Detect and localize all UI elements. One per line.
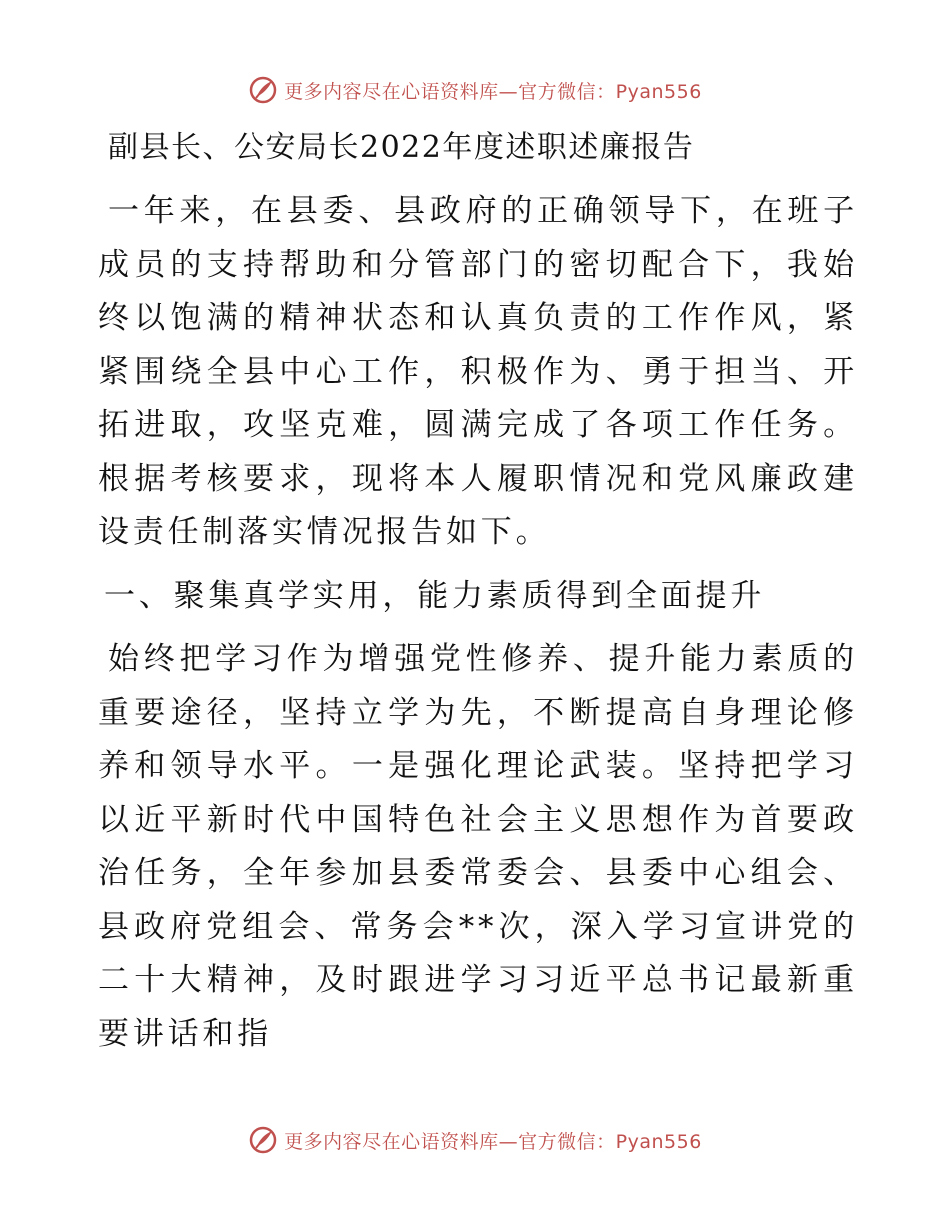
watermark-header <box>0 70 950 110</box>
quill-logo-icon <box>248 1125 278 1155</box>
document-body <box>98 124 858 1061</box>
quill-logo-icon <box>248 75 278 105</box>
intro-paragraph: 一年来，在县委、县政府的正确领导下，在班子成员的支持帮助和分管部门的密切配合下，我始终以饱满的精神状态和认真负责的工作作风，紧紧围绕全县中心工作，积极作为、勇于担当、开拓进取，攻坚克难，圆满完成了各项工作任务。根据考核要求，现将本人履职情况和党风廉政建设责任制落实情况报告如下。 <box>98 193 858 550</box>
section-paragraph: 始终把学习作为增强党性修养、提升能力素质的重要途径，坚持立学为先，不断提高自身理论修养和领导水平。一是强化理论武装。坚持把学习以近平新时代中国特色社会主义思想作为首要政治任务，全年参加县委常委会、县委中心组会、县政府党组会、常务会**次，深入学习宣讲党的二十大精神，及时跟进学习习近平总书记最新重要讲话和指 <box>98 641 858 1052</box>
watermark-text: 更多内容尽在心语资料库—官方微信：Pyan556 <box>284 80 702 103</box>
section-heading: 一、聚集真学实用，能力素质得到全面提升 <box>104 577 766 614</box>
watermark-footer <box>0 1120 950 1160</box>
document-title: 副县长、公安局长2022年度述职述廉报告 <box>108 130 695 165</box>
watermark-text: 更多内容尽在心语资料库—官方微信：Pyan556 <box>284 1130 702 1153</box>
